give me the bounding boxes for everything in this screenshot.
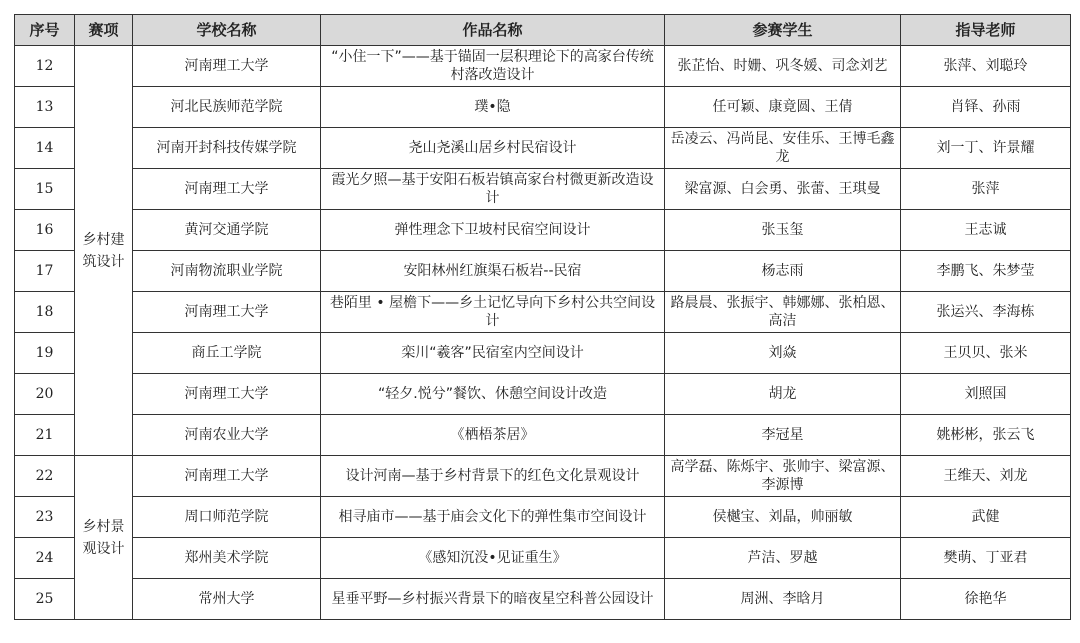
row-work: 尧山尧溪山居乡村民宿设计 [321, 128, 665, 169]
row-students: 刘焱 [665, 333, 901, 374]
row-index: 24 [15, 538, 75, 579]
row-teachers: 张运兴、李海栋 [901, 292, 1071, 333]
table-row [15, 333, 1071, 374]
category-rural-landscape: 乡村景观设计 [75, 456, 133, 620]
table-row [15, 374, 1071, 415]
category-rural-architecture: 乡村建筑设计 [75, 46, 133, 456]
row-teachers: 武健 [901, 497, 1071, 538]
row-school: 河南理工大学 [133, 169, 321, 210]
row-students: 杨志雨 [665, 251, 901, 292]
row-work: “小住一下”——基于锚固一层积理论下的高家台传统村落改造设计 [321, 46, 665, 87]
row-students: 岳凌云、冯尚昆、安佳乐、王博毛鑫龙 [665, 128, 901, 169]
row-teachers: 王贝贝、张米 [901, 333, 1071, 374]
row-index: 25 [15, 579, 75, 620]
table-row [15, 292, 1071, 333]
row-teachers: 樊萌、丁亚君 [901, 538, 1071, 579]
row-school: 郑州美术学院 [133, 538, 321, 579]
row-students: 芦洁、罗越 [665, 538, 901, 579]
row-school: 河南农业大学 [133, 415, 321, 456]
table-row [15, 456, 1071, 497]
table-row [15, 538, 1071, 579]
row-index: 17 [15, 251, 75, 292]
row-work: 璞•隐 [321, 87, 665, 128]
row-students: 路晨晨、张振宇、韩娜娜、张柏恩、高洁 [665, 292, 901, 333]
row-work: 栾川“羲客”民宿室内空间设计 [321, 333, 665, 374]
row-teachers: 姚彬彬，张云飞 [901, 415, 1071, 456]
row-students: 张玉玺 [665, 210, 901, 251]
row-teachers: 刘照国 [901, 374, 1071, 415]
table-row [15, 128, 1071, 169]
row-work: 巷陌里 • 屋檐下——乡土记忆导向下乡村公共空间设计 [321, 292, 665, 333]
table-header-row [15, 15, 1071, 46]
row-school: 河南开封科技传媒学院 [133, 128, 321, 169]
row-students: 梁富源、白会勇、张蕾、王琪曼 [665, 169, 901, 210]
row-work: 相寻庙市——基于庙会文化下的弹性集市空间设计 [321, 497, 665, 538]
table-row [15, 46, 1071, 87]
table-body [15, 46, 1071, 620]
row-teachers: 刘一丁、许景耀 [901, 128, 1071, 169]
table-row [15, 210, 1071, 251]
row-index: 20 [15, 374, 75, 415]
header-teachers: 指导老师 [901, 15, 1071, 46]
table-row [15, 497, 1071, 538]
header-students: 参赛学生 [665, 15, 901, 46]
row-index: 14 [15, 128, 75, 169]
row-work: 星垂平野—乡村振兴背景下的暗夜星空科普公园设计 [321, 579, 665, 620]
row-school: 河南理工大学 [133, 374, 321, 415]
row-students: 李冠星 [665, 415, 901, 456]
header-school: 学校名称 [133, 15, 321, 46]
row-school: 河北民族师范学院 [133, 87, 321, 128]
row-index: 13 [15, 87, 75, 128]
row-school: 商丘工学院 [133, 333, 321, 374]
row-work: 安阳林州红旗渠石板岩--民宿 [321, 251, 665, 292]
row-school: 河南理工大学 [133, 292, 321, 333]
row-students: 侯樾宝、刘晶，帅丽敏 [665, 497, 901, 538]
row-teachers: 肖铎、孙雨 [901, 87, 1071, 128]
row-index: 12 [15, 46, 75, 87]
row-school: 周口师范学院 [133, 497, 321, 538]
row-school: 常州大学 [133, 579, 321, 620]
table-row [15, 251, 1071, 292]
row-students: 周洲、李晗月 [665, 579, 901, 620]
row-index: 19 [15, 333, 75, 374]
table-row [15, 87, 1071, 128]
table-row [15, 169, 1071, 210]
row-index: 16 [15, 210, 75, 251]
row-work: 《栖梧茶居》 [321, 415, 665, 456]
table-row [15, 579, 1071, 620]
row-school: 河南物流职业学院 [133, 251, 321, 292]
row-school: 河南理工大学 [133, 46, 321, 87]
table-row [15, 415, 1071, 456]
row-students: 胡龙 [665, 374, 901, 415]
row-index: 15 [15, 169, 75, 210]
row-students: 张芷怡、时姗、巩冬媛、司念刘艺 [665, 46, 901, 87]
row-teachers: 王维天、刘龙 [901, 456, 1071, 497]
row-work: 霞光夕照—基于安阳石板岩镇高家台村微更新改造设计 [321, 169, 665, 210]
row-students: 高学磊、陈烁宇、张帅宇、梁富源、李源博 [665, 456, 901, 497]
header-category: 赛项 [75, 15, 133, 46]
award-table [14, 14, 1071, 620]
header-work: 作品名称 [321, 15, 665, 46]
row-teachers: 王志诚 [901, 210, 1071, 251]
row-teachers: 张萍 [901, 169, 1071, 210]
row-index: 18 [15, 292, 75, 333]
row-index: 21 [15, 415, 75, 456]
row-index: 23 [15, 497, 75, 538]
row-school: 河南理工大学 [133, 456, 321, 497]
row-students: 任可颖、康竟圆、王倩 [665, 87, 901, 128]
row-work: “轻夕.悦兮”餐饮、休憩空间设计改造 [321, 374, 665, 415]
row-index: 22 [15, 456, 75, 497]
row-work: 设计河南—基于乡村背景下的红色文化景观设计 [321, 456, 665, 497]
row-teachers: 张萍、刘聪玲 [901, 46, 1071, 87]
row-work: 弹性理念下卫坡村民宿空间设计 [321, 210, 665, 251]
row-teachers: 徐艳华 [901, 579, 1071, 620]
row-work: 《感知沉没•见证重生》 [321, 538, 665, 579]
row-school: 黄河交通学院 [133, 210, 321, 251]
header-index: 序号 [15, 15, 75, 46]
row-teachers: 李鹏飞、朱梦莹 [901, 251, 1071, 292]
